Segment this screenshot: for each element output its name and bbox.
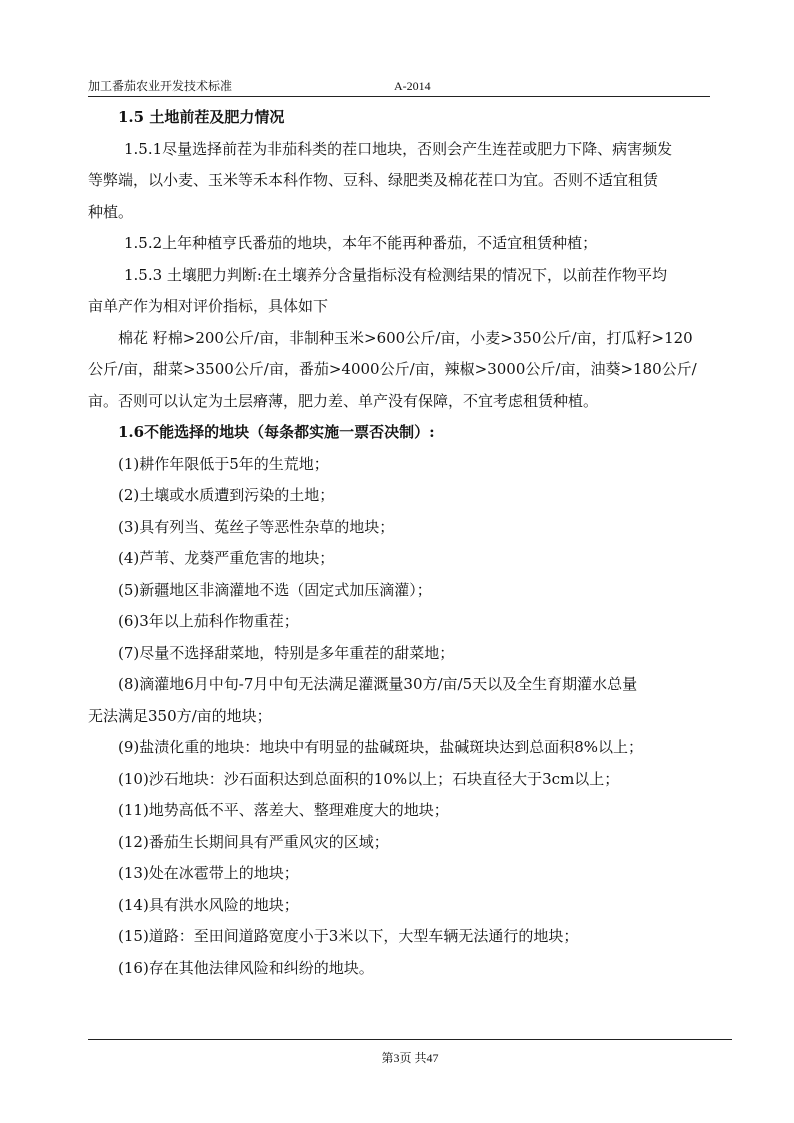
page-body <box>88 102 712 984</box>
list-item: (10)沙石地块：沙石面积达到总面积的10%以上；石块直径大于3cm以上； <box>118 769 620 788</box>
paragraph-1-5-3-line-2: 亩单产作为相对评价指标，具体如下 <box>88 297 329 315</box>
page-header <box>88 78 710 97</box>
list-item: (15)道路：至田间道路宽度小于3米以下，大型车辆无法通行的地块； <box>118 927 579 945</box>
list-item: (11)地势高低不平、落差大、整理难度大的地块； <box>118 801 449 819</box>
list-item: (14)具有洪水风险的地块； <box>118 895 299 914</box>
paragraph-1-5-1-line-2: 等弊端，以小麦、玉米等禾本科作物、豆科、绿肥类及棉花茬口为宜。否则不适宜租赁 <box>88 171 659 189</box>
list-item: (1)耕作年限低于5年的生荒地； <box>118 454 329 473</box>
paragraph-1-5-1-line-3: 种植。 <box>88 202 134 221</box>
list-item: (16)存在其他法律风险和纠纷的地块。 <box>118 958 374 977</box>
list-item: (3)具有列当、菟丝子等恶性杂草的地块； <box>118 517 395 536</box>
yield-criteria-line-2: 公斤/亩，甜菜>3500公斤/亩，番茄>4000公斤/亩，辣椒>3000公斤/亩，油葵>180公斤/ <box>88 360 697 378</box>
list-item: (5)新疆地区非滴灌地不选（固定式加压滴灌）； <box>118 580 432 599</box>
section-heading-1-5: 1.5 土地前茬及肥力情况 <box>118 108 285 126</box>
list-item: (12)番茄生长期间具有严重风灾的区域； <box>118 832 389 851</box>
paragraph-1-5-2: 1.5.2上年种植亨氏番茄的地块，本年不能再种番茄，不适宜租赁种植； <box>124 234 598 252</box>
paragraph-1-5-1-line-1: 1.5.1尽量选择前茬为非茄科类的茬口地块，否则会产生连茬或肥力下降、病害频发 <box>124 139 673 158</box>
list-item: (7)尽量不选择甜菜地，特别是多年重茬的甜菜地； <box>118 643 455 662</box>
paragraph-1-5-3-line-1: 1.5.3 土壤肥力判断:在土壤养分含量指标没有检测结果的情况下，以前茬作物平均 <box>124 265 667 284</box>
list-item-continuation: 无法满足350方/亩的地块； <box>88 706 272 725</box>
list-item: (9)盐渍化重的地块：地块中有明显的盐碱斑块，盐碱斑块达到总面积8%以上； <box>118 738 644 756</box>
list-item: (6)3年以上茄科作物重茬； <box>118 612 299 630</box>
yield-criteria-line-3: 亩。否则可以认定为土层瘠薄，肥力差、单产没有保障，不宜考虑租赁种植。 <box>88 391 599 410</box>
list-item: (4)芦苇、龙葵严重危害的地块； <box>118 549 335 567</box>
list-item: (8)滴灌地6月中旬-7月中旬无法满足灌溉量30方/亩/5天以及全生育期灌水总量 <box>118 675 638 693</box>
page-number: 第3页 共47 <box>381 1051 439 1065</box>
section-heading-1-6: 1.6不能选择的地块（每条都实施一票否决制）: <box>118 423 435 441</box>
document-code: A-2014 <box>394 79 431 93</box>
yield-criteria-line-1: 棉花 籽棉>200公斤/亩，非制种玉米>600公斤/亩，小麦>350公斤/亩，打瓜籽>120 <box>118 328 693 347</box>
document-title: 加工番茄农业开发技术标准 <box>88 79 233 93</box>
list-item: (2)土壤或水质遭到污染的土地； <box>118 486 335 504</box>
list-item: (13)处在冰雹带上的地块； <box>118 864 299 882</box>
page-footer <box>88 1039 732 1065</box>
